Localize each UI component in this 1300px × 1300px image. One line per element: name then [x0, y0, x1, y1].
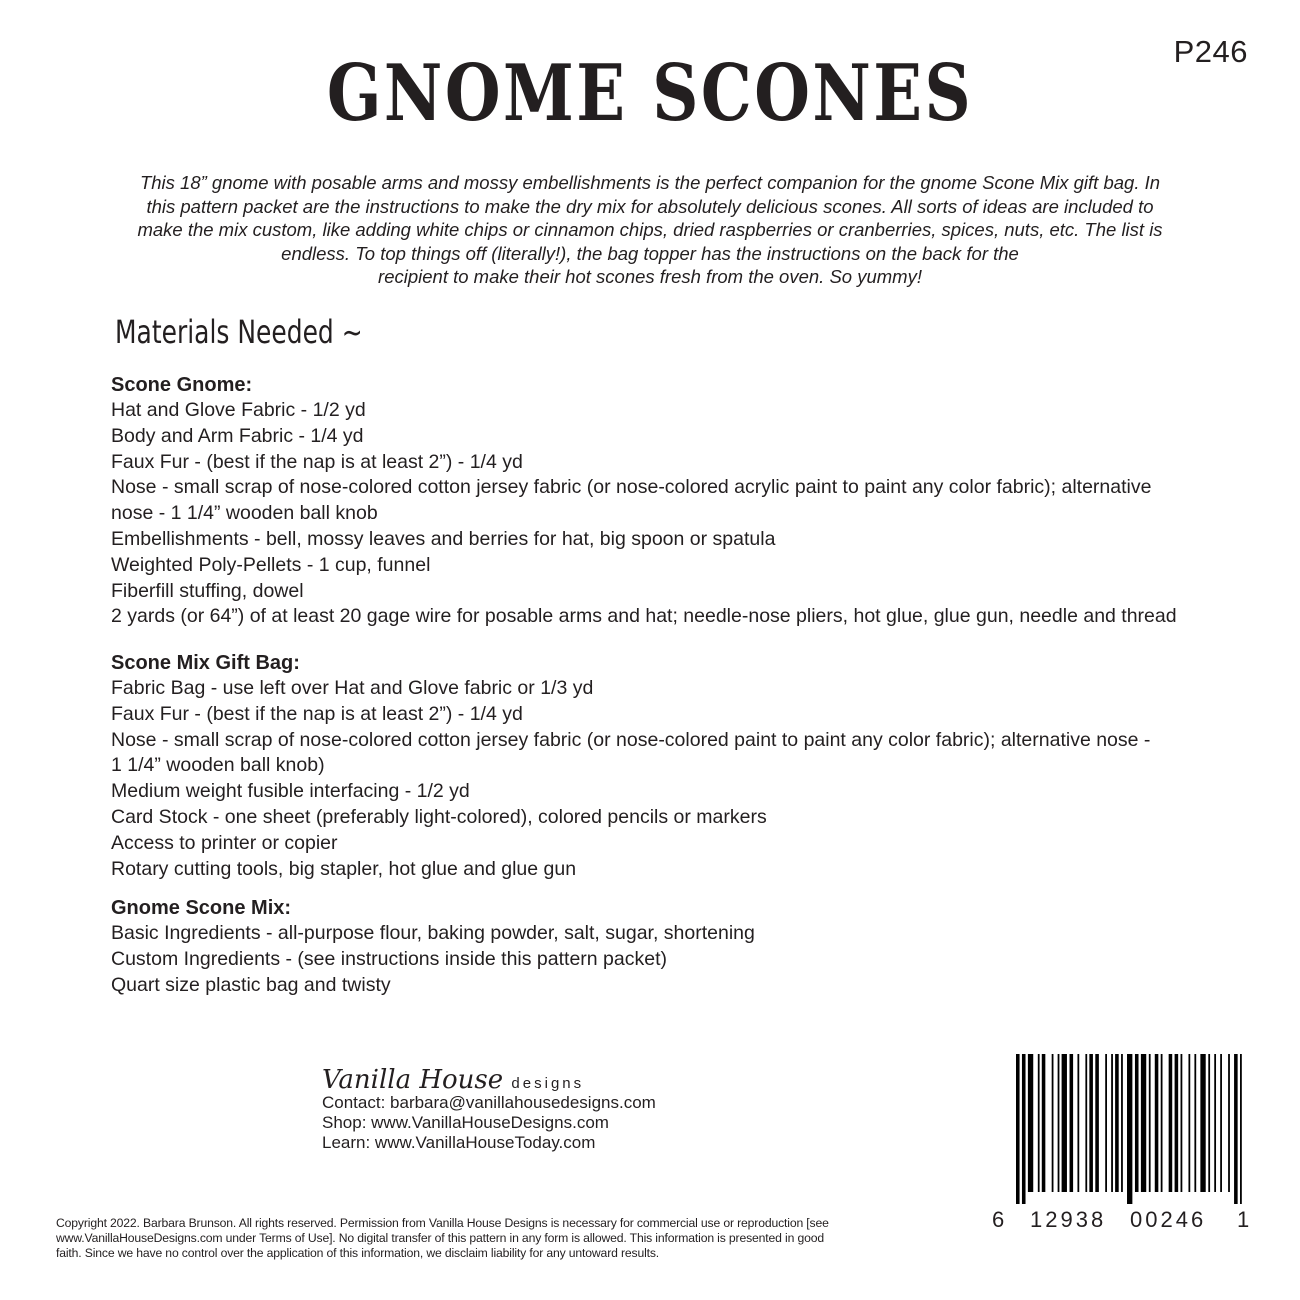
intro-paragraph [110, 171, 1190, 289]
barcode-bar [1058, 1054, 1060, 1192]
intro-line: endless. To top things off (literally!), the bag topper has the instructions on the back for the [281, 242, 1019, 264]
material-item: Fabric Bag - use left over Hat and Glove fabric or 1/3 yd [111, 677, 594, 699]
barcode-bar [1127, 1054, 1132, 1204]
intro-line: recipient to make their hot scones fresh from the oven. So yummy! [378, 266, 922, 288]
contact-email: Contact: barbara@vanillahousedesigns.com [322, 1093, 656, 1112]
barcode-bar [1111, 1054, 1113, 1192]
material-item: Fiberfill stuffing, dowel [111, 579, 304, 602]
barcode-bar [1234, 1054, 1238, 1204]
material-item: nose - 1 1/4” wooden ball knob [111, 502, 378, 525]
barcode-bar [1181, 1054, 1183, 1192]
section-scone-mix-gift-bag [111, 650, 1261, 882]
section-heading: Gnome Scone Mix: [111, 897, 292, 919]
material-item: Hat and Glove Fabric - 1/2 yd [111, 399, 366, 421]
section-scone-gnome [111, 372, 1261, 630]
barcode-bar [1175, 1054, 1179, 1192]
barcode-bar [1038, 1054, 1040, 1192]
intro-line: make the mix custom, like adding white chips or cinnamon chips, dried raspberries or cranberries, spices, nuts, etc. The list is [137, 219, 1163, 241]
barcode-bar [1208, 1054, 1210, 1192]
page-title: GNOME SCONES [326, 48, 974, 139]
barcode-bar [1095, 1054, 1099, 1192]
barcode-bar [1105, 1054, 1107, 1192]
material-item: Quart size plastic bag and twisty [111, 973, 391, 996]
copyright-line: Copyright 2022. Barbara Brunson. All rights reserved. Permission from Vanilla House Designs is necessary for commercial use or reproduction [see [56, 1216, 829, 1230]
material-item: Faux Fur - (best if the nap is at least 2”) - 1/4 yd [111, 450, 523, 473]
barcode-bar [1042, 1054, 1046, 1192]
materials-heading: Materials Needed ~ [115, 313, 363, 351]
material-item: Basic Ingredients - all-purpose flour, baking powder, salt, sugar, shortening [111, 922, 755, 944]
barcode-bar [1155, 1054, 1159, 1192]
intro-line: this pattern packet are the instructions to make the dry mix for absolutely delicious scones. All sorts of ideas are included to [146, 195, 1154, 217]
barcode-bar [1200, 1054, 1205, 1192]
material-item: Card Stock - one sheet (preferably light-colored), colored pencils or markers [111, 805, 767, 828]
material-item: Nose - small scrap of nose-colored cotton jersey fabric (or nose-colored acrylic paint to paint any color fabric); alternative [111, 476, 1152, 499]
barcode-bar [1070, 1054, 1074, 1192]
intro-line: This 18” gnome with posable arms and mossy embellishments is the perfect companion for the gnome Scone Mix gift bag. In [139, 172, 1161, 193]
copyright-line: faith. Since we have no control over the application of this information, we disclaim liability for any untoward results. [56, 1246, 660, 1260]
barcode-bar [1089, 1054, 1093, 1192]
barcode-bar [1214, 1054, 1216, 1192]
section-heading: Scone Mix Gift Bag: [111, 652, 300, 674]
barcode-bar [1028, 1054, 1033, 1192]
barcode-bar [1135, 1054, 1139, 1192]
section-heading: Scone Gnome: [111, 374, 253, 396]
barcode-bar [1062, 1054, 1067, 1192]
product-code: P246 [1173, 34, 1248, 69]
material-item: Faux Fur - (best if the nap is at least 2”) - 1/4 yd [111, 702, 523, 725]
barcode-right-group: 00246 [1130, 1207, 1207, 1232]
material-item: Rotary cutting tools, big stapler, hot glue and glue gun [111, 857, 577, 880]
barcode-bar [1161, 1054, 1163, 1192]
barcode-bar [1115, 1054, 1119, 1192]
copyright-line: www.VanillaHouseDesigns.com under Terms of Use]. No digital transfer of this pattern in any form is allowed. This information is presented in good [56, 1231, 824, 1245]
barcode-bar [1220, 1054, 1222, 1192]
barcode-bar [1085, 1054, 1087, 1192]
material-item: 1 1/4” wooden ball knob) [111, 754, 325, 777]
barcode-bar [1016, 1054, 1020, 1204]
brand-suffix: designs [511, 1075, 585, 1092]
barcode-check-digit: 1 [1237, 1207, 1250, 1232]
barcode-bar [1194, 1054, 1196, 1192]
barcode-bar [1188, 1054, 1190, 1192]
copyright-notice [56, 1216, 936, 1261]
barcode-bar [1240, 1054, 1242, 1204]
contact-block [322, 1093, 656, 1153]
contact-shop: Shop: www.VanillaHouseDesigns.com [322, 1113, 609, 1132]
barcode-bar [1141, 1054, 1146, 1192]
material-item: Access to printer or copier [111, 831, 338, 854]
barcode-first-digit: 6 [992, 1207, 1005, 1232]
material-item: Custom Ingredients - (see instructions inside this pattern packet) [111, 947, 668, 970]
barcode-bar [1228, 1054, 1230, 1192]
material-item: 2 yards (or 64”) of at least 20 gage wire for posable arms and hat; needle-nose pliers, hot glue, glue gun, needle and thread [111, 605, 1177, 628]
brand-name: Vanilla House [322, 1065, 504, 1095]
barcode-bar [1121, 1054, 1123, 1192]
section-gnome-scone-mix [111, 895, 1261, 998]
material-item: Weighted Poly-Pellets - 1 cup, funnel [111, 553, 431, 576]
barcode-left-group: 12938 [1030, 1207, 1107, 1232]
material-item: Medium weight fusible interfacing - 1/2 yd [111, 780, 470, 803]
barcode-bar [1052, 1054, 1054, 1192]
barcode-bar [1169, 1054, 1173, 1192]
material-item: Embellishments - bell, mossy leaves and berries for hat, big spoon or spatula [111, 527, 776, 550]
material-item: Nose - small scrap of nose-colored cotton jersey fabric (or nose-colored paint to paint any color fabric); alternative nose - [111, 728, 1151, 751]
contact-learn: Learn: www.VanillaHouseToday.com [322, 1133, 596, 1152]
barcode [1016, 1054, 1242, 1204]
barcode-bar [1022, 1054, 1026, 1204]
barcode-bar [1077, 1054, 1079, 1192]
material-item: Body and Arm Fabric - 1/4 yd [111, 424, 364, 447]
brand-logo [322, 1065, 584, 1095]
barcode-bar [1149, 1054, 1151, 1192]
